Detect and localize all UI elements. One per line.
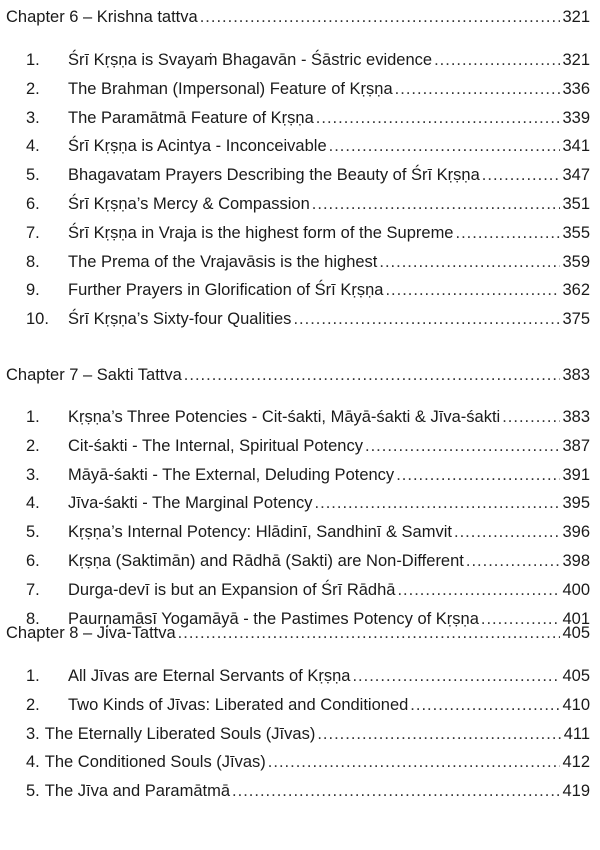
dot-leader <box>482 166 561 185</box>
chapter-title: Chapter 7 – Sakti Tattva <box>6 366 182 384</box>
dot-leader <box>466 552 561 571</box>
chapter-title: Chapter 8 – Jiva-Tattva <box>6 624 176 642</box>
dot-leader <box>397 581 560 600</box>
page-number: 400 <box>562 580 590 599</box>
entry-title: Jīva-śakti - The Marginal Potency <box>68 494 313 513</box>
entry-number: 5. <box>26 523 40 542</box>
page-number: 339 <box>562 108 590 127</box>
entry-title: Śrī Kṛṣṇa’s Sixty-four Qualities <box>68 310 292 329</box>
page-number: 359 <box>562 252 590 271</box>
dot-leader <box>352 667 560 686</box>
toc-entry[interactable] <box>26 253 590 277</box>
entry-title: The Eternally Liberated Souls (Jīvas) <box>44 724 316 743</box>
entry-title: The Conditioned Souls (Jīvas) <box>44 753 266 772</box>
page-number: 351 <box>562 195 590 213</box>
entry-number: 2. <box>26 436 40 455</box>
toc-entry[interactable] <box>26 667 590 691</box>
dot-leader <box>232 782 560 801</box>
page-number: 321 <box>562 8 590 26</box>
entry-title: Kṛṣṇa (Saktimān) and Rādhā (Sakti) are Non-Different <box>68 552 464 570</box>
dot-leader <box>502 408 560 427</box>
entry-number: 5. <box>26 166 40 185</box>
entry-number: 8. <box>26 609 40 628</box>
entry-title: All Jīvas are Eternal Servants of Kṛṣṇa <box>68 667 351 685</box>
entry-title: The Jīva and Paramātmā <box>44 782 231 801</box>
entry-number: 2. <box>26 695 40 714</box>
toc-entry[interactable] <box>26 310 590 334</box>
entry-title: The Paramātmā Feature of Kṛṣṇa <box>68 108 314 127</box>
page-number: 321 <box>562 51 590 69</box>
entry-title: Kṛṣṇa’s Internal Potency: Hlādinī, Sandhinī & Samvit <box>68 523 452 542</box>
page-number: 347 <box>562 166 590 185</box>
dot-leader <box>410 696 560 715</box>
entry-title: Kṛṣṇa’s Three Potencies - Cit-śakti, Māyā-śakti & Jīva-śakti <box>68 408 501 426</box>
entry-number: 10. <box>26 310 49 329</box>
page-number: 362 <box>562 281 590 300</box>
entry-number: 1. <box>26 51 40 69</box>
entry-title: Śrī Kṛṣṇa is Acintya - Inconceivable <box>68 137 327 156</box>
entry-title: Māyā-śakti - The External, Deluding Potency <box>68 465 395 484</box>
entry-title: Durga-devī is but an Expansion of Śrī Rādhā <box>68 580 396 599</box>
toc-entry[interactable] <box>26 224 590 248</box>
toc-entry[interactable] <box>26 195 590 219</box>
entry-title: Further Prayers in Glorification of Śrī Kṛṣṇa <box>68 281 384 300</box>
page-number: 375 <box>562 310 590 329</box>
dot-leader <box>184 366 561 385</box>
toc-entry[interactable] <box>26 109 590 133</box>
dot-leader <box>268 753 561 772</box>
chapter-heading[interactable] <box>6 624 590 648</box>
page-number: 336 <box>562 79 590 98</box>
page-number: 395 <box>562 494 590 513</box>
page-number: 405 <box>562 667 590 685</box>
page-number: 401 <box>562 609 590 628</box>
entry-title: Śrī Kṛṣṇa in Vraja is the highest form of the Supreme <box>68 223 454 242</box>
entry-number: 2. <box>26 79 40 98</box>
page-number: 396 <box>562 523 590 542</box>
page-number: 410 <box>562 695 590 714</box>
dot-leader <box>379 253 560 272</box>
entry-number: 3. <box>26 108 40 127</box>
page-number: 391 <box>562 465 590 484</box>
entry-number: 1. <box>26 667 40 685</box>
toc-entry[interactable] <box>26 696 590 720</box>
entry-number: 3. <box>26 724 40 743</box>
page-number: 405 <box>562 624 590 642</box>
entry-number: 4. <box>26 753 40 772</box>
toc-entry[interactable] <box>26 437 590 461</box>
entry-title: Śrī Kṛṣṇa’s Mercy & Compassion <box>68 195 310 213</box>
dot-leader <box>434 51 560 70</box>
chapter-title: Chapter 6 – Krishna tattva <box>6 8 198 26</box>
toc-entry[interactable] <box>26 166 590 190</box>
toc-entry[interactable] <box>26 51 590 75</box>
toc-entry[interactable] <box>26 552 590 576</box>
toc-entry[interactable] <box>26 753 590 777</box>
entry-title: The Brahman (Impersonal) Feature of Kṛṣṇa <box>68 79 393 98</box>
entry-number: 4. <box>26 494 40 513</box>
chapter-heading[interactable] <box>6 8 590 32</box>
dot-leader <box>200 8 561 27</box>
page-number: 412 <box>562 753 590 772</box>
page-number: 341 <box>562 137 590 156</box>
page-number: 383 <box>562 366 590 384</box>
entry-title: Śrī Kṛṣṇa is Svayaṁ Bhagavān - Śāstric evidence <box>68 51 433 69</box>
toc-entry[interactable] <box>26 137 590 161</box>
toc-entry[interactable] <box>26 782 590 806</box>
dot-leader <box>396 466 560 485</box>
entry-title: Cit-śakti - The Internal, Spiritual Potency <box>68 436 363 455</box>
page-number: 355 <box>562 223 590 242</box>
toc-entry[interactable] <box>26 281 590 305</box>
toc-entry[interactable] <box>26 523 590 547</box>
entry-number: 9. <box>26 281 40 300</box>
toc-entry[interactable] <box>26 80 590 104</box>
entry-number: 3. <box>26 465 40 484</box>
dot-leader <box>456 224 561 243</box>
page-number: 419 <box>562 782 590 801</box>
toc-entry[interactable] <box>26 466 590 490</box>
dot-leader <box>312 195 561 214</box>
entry-number: 6. <box>26 195 40 213</box>
dot-leader <box>315 494 561 513</box>
entry-number: 4. <box>26 137 40 156</box>
toc-entry[interactable] <box>26 725 590 749</box>
entry-number: 7. <box>26 223 40 242</box>
toc-entry[interactable] <box>26 408 590 432</box>
dot-leader <box>385 281 560 300</box>
dot-leader <box>293 310 560 329</box>
toc-entry[interactable] <box>26 494 590 518</box>
dot-leader <box>395 80 561 99</box>
page-number: 387 <box>562 436 590 455</box>
entry-number: 5. <box>26 782 40 801</box>
dot-leader <box>316 109 561 128</box>
dot-leader <box>454 523 560 542</box>
dot-leader <box>365 437 560 456</box>
page-number: 411 <box>563 724 590 743</box>
chapter-heading[interactable] <box>6 366 590 390</box>
page-number: 383 <box>562 408 590 426</box>
entry-number: 8. <box>26 252 40 271</box>
entry-number: 6. <box>26 552 40 570</box>
entry-number: 7. <box>26 580 40 599</box>
entry-title: Paurṇamāsī Yogamāyā - the Pastimes Potency of Kṛṣṇa <box>68 609 479 628</box>
entry-title: Bhagavatam Prayers Describing the Beauty of Śrī Kṛṣṇa <box>68 166 480 185</box>
entry-number: 1. <box>26 408 40 426</box>
dot-leader <box>178 624 561 643</box>
dot-leader <box>329 137 561 156</box>
page-number: 398 <box>562 552 590 570</box>
dot-leader <box>317 725 561 744</box>
entry-title: Two Kinds of Jīvas: Liberated and Conditioned <box>68 695 409 714</box>
toc-entry[interactable] <box>26 581 590 605</box>
entry-title: The Prema of the Vrajavāsis is the highest <box>68 252 378 271</box>
